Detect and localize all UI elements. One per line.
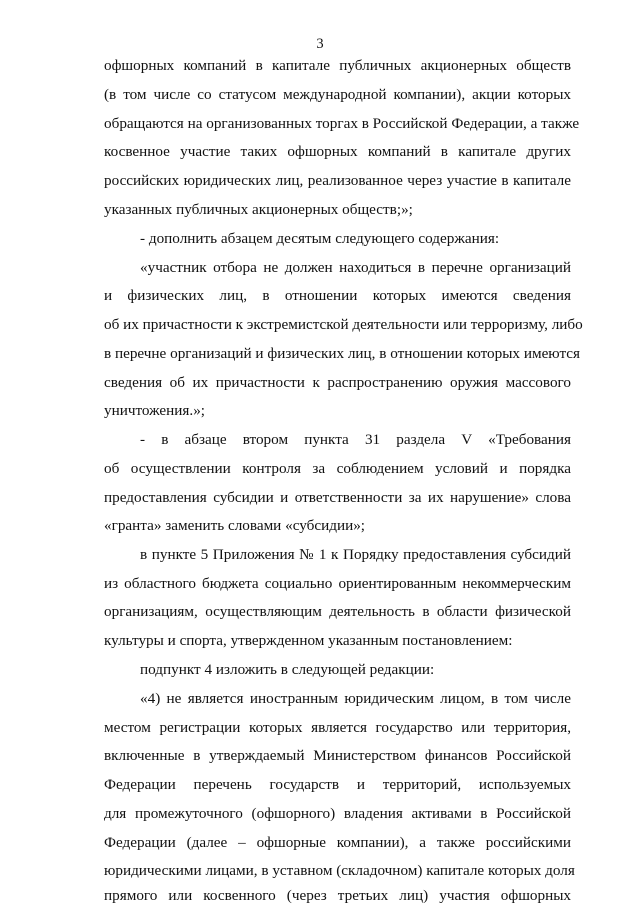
text-line: об осуществлении контроля за соблюдением условий и порядка — [104, 460, 571, 477]
text-line: косвенное участие таких офшорных компаний в капитале других — [104, 143, 571, 160]
text-line: Федерации перечень государств и территорий, используемых — [104, 776, 571, 793]
text-line: обращаются на организованных торгах в Российской Федерации, а также — [104, 115, 580, 132]
text-line: «гранта» заменить словами «субсидии»; — [104, 517, 366, 534]
text-line: юридическими лицами, в уставном (складочном) капитале которых доля — [104, 862, 575, 879]
text-line: из областного бюджета социально ориентированным некоммерческим — [104, 575, 571, 592]
text-line: прямого или косвенного (через третьих лиц) участия офшорных — [104, 887, 571, 904]
text-line: об их причастности к экстремистской деятельности или терроризму, либо — [104, 316, 583, 333]
text-line: - дополнить абзацем десятым следующего содержания: — [140, 230, 500, 247]
text-line: «участник отбора не должен находиться в перечне организаций — [140, 259, 571, 276]
text-line: и физических лиц, в отношении которых имеются сведения — [104, 287, 571, 304]
text-line: предоставления субсидии и ответственности за их нарушение» слова — [104, 489, 571, 506]
text-line: (в том числе со статусом международной компании), акции которых — [104, 86, 571, 103]
text-line: организациям, осуществляющим деятельность в области физической — [104, 603, 571, 620]
text-line: в пункте 5 Приложения № 1 к Порядку предоставления субсидий — [140, 546, 571, 563]
text-line: Федерации (далее – офшорные компании), а также российскими — [104, 834, 571, 851]
text-line: указанных публичных акционерных обществ;»; — [104, 201, 413, 218]
text-line: включенные в утверждаемый Министерством финансов Российской — [104, 747, 571, 764]
text-line: сведения об их причастности к распространению оружия массового — [104, 374, 571, 391]
text-line: подпункт 4 изложить в следующей редакции: — [140, 661, 435, 678]
text-line: офшорных компаний в капитале публичных акционерных обществ — [104, 57, 571, 74]
text-line: - в абзаце втором пункта 31 раздела V «Требования — [140, 431, 571, 448]
page-number: 3 — [316, 36, 324, 52]
text-line: «4) не является иностранным юридическим лицом, в том числе — [140, 690, 571, 707]
text-line: для промежуточного (офшорного) владения активами в Российской — [104, 805, 571, 822]
text-line: местом регистрации которых является государство или территория, — [104, 719, 571, 736]
text-line: в перечне организаций и физических лиц, в отношении которых имеются — [104, 345, 581, 362]
text-line: российских юридических лиц, реализованное через участие в капитале — [104, 172, 571, 189]
text-line: уничтожения.»; — [104, 402, 206, 419]
text-line: культуры и спорта, утвержденном указанным постановлением: — [104, 632, 513, 649]
